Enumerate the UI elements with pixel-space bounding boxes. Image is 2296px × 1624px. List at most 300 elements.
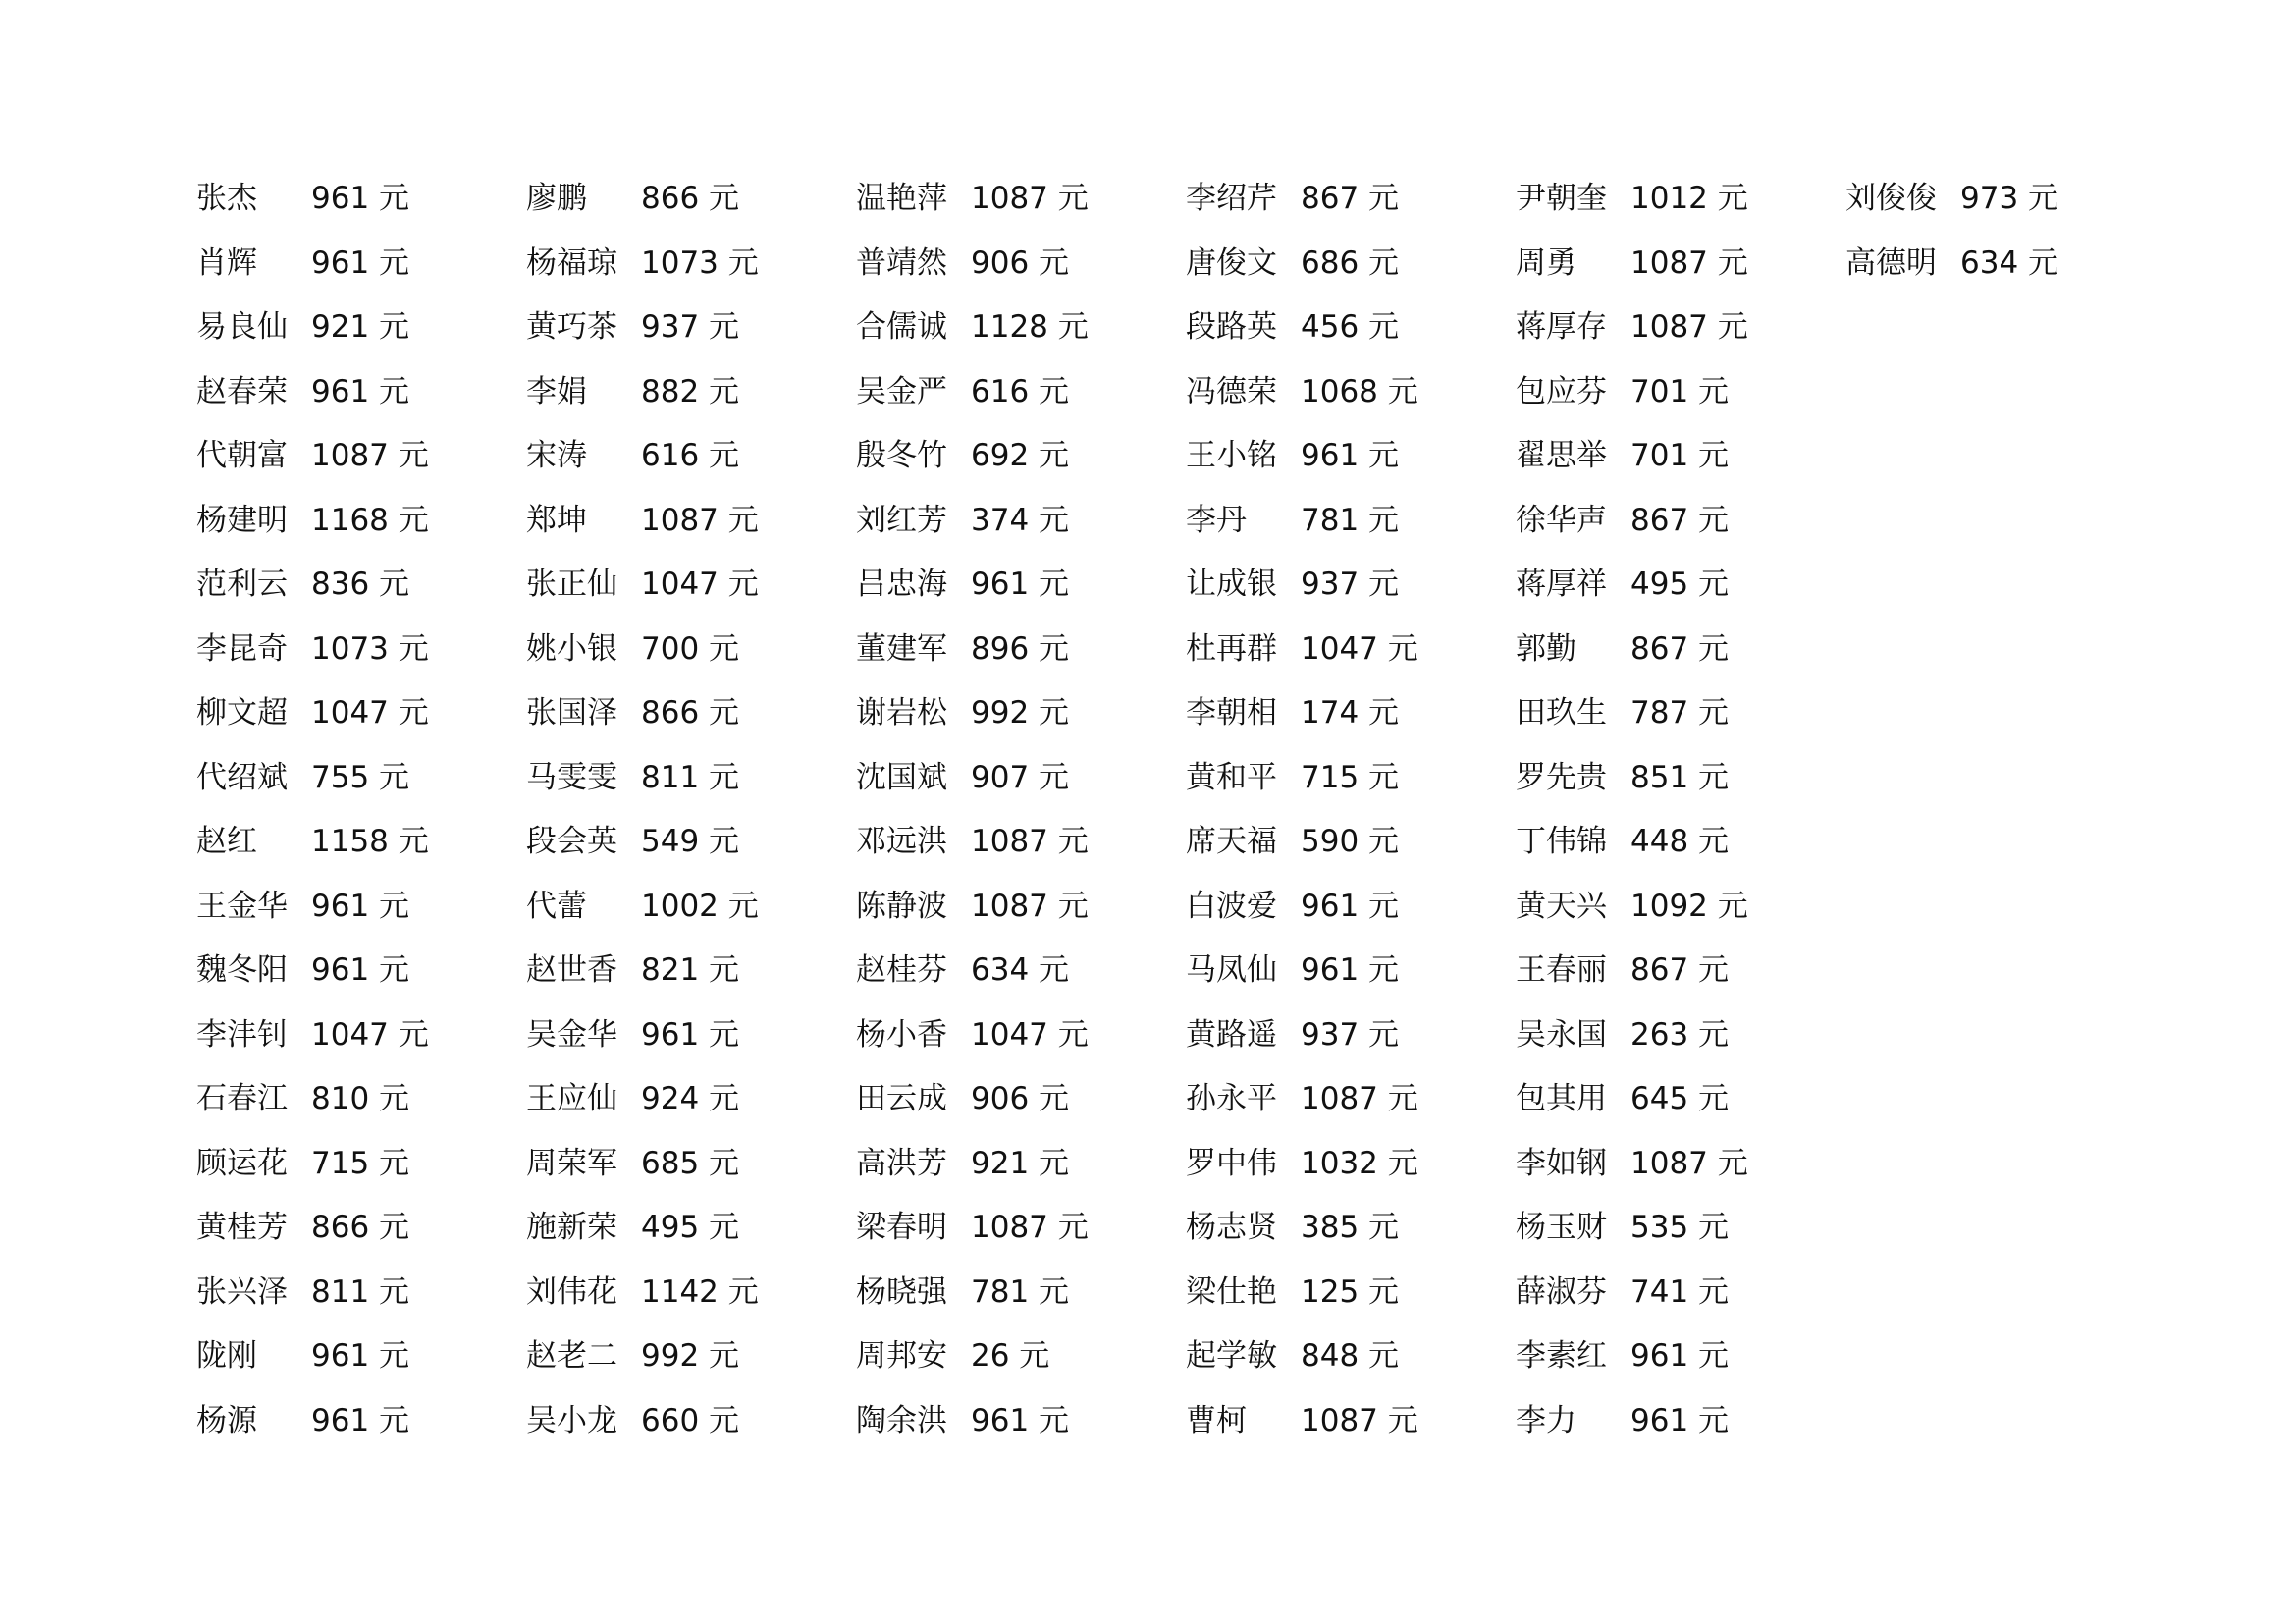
list-item — [1186, 681, 1515, 746]
payment-sheet — [196, 167, 2120, 1463]
person-name: 董建军 — [856, 630, 947, 667]
list-item — [1186, 1261, 1515, 1326]
amount-value: 961 元 — [311, 373, 410, 409]
person-name: 谢岩松 — [856, 695, 947, 731]
person-name: 田云成 — [856, 1081, 947, 1116]
person-name: 梁仕艳 — [1186, 1273, 1277, 1310]
list-item — [196, 746, 525, 811]
person-name: 柳文超 — [196, 695, 288, 731]
person-name: 张兴泽 — [196, 1273, 288, 1310]
list-item — [196, 1132, 525, 1197]
person-name: 丁伟锦 — [1516, 824, 1607, 859]
list-item — [526, 232, 855, 297]
list-item — [196, 1261, 525, 1326]
person-name: 郭勤 — [1516, 630, 1576, 667]
amount-value: 866 元 — [641, 181, 740, 216]
person-name: 吕忠海 — [856, 567, 947, 602]
list-item — [1186, 296, 1515, 360]
list-item — [856, 746, 1185, 811]
list-item — [856, 618, 1185, 682]
list-item — [526, 875, 855, 940]
list-item — [526, 424, 855, 489]
amount-value: 374 元 — [971, 502, 1070, 538]
list-item — [1516, 1325, 1844, 1389]
list-item — [196, 681, 525, 746]
person-name: 杨晓强 — [856, 1273, 947, 1310]
person-name: 王金华 — [196, 888, 288, 924]
person-name: 席天福 — [1186, 824, 1277, 859]
list-item — [1516, 489, 1844, 554]
person-name: 代蕾 — [526, 888, 587, 924]
amount-value: 781 元 — [1301, 502, 1400, 538]
amount-value: 961 元 — [311, 244, 410, 281]
list-item — [526, 1325, 855, 1389]
list-item — [196, 1325, 525, 1389]
name-column-6 — [1845, 167, 2174, 296]
amount-value: 1047 元 — [311, 1016, 429, 1053]
list-item — [856, 232, 1185, 297]
list-item — [1516, 1261, 1844, 1326]
amount-value: 866 元 — [641, 695, 740, 731]
amount-value: 616 元 — [641, 438, 740, 473]
person-name: 杨小香 — [856, 1016, 947, 1053]
person-name: 李沣钊 — [196, 1016, 288, 1053]
person-name: 殷冬竹 — [856, 438, 947, 473]
person-name: 施新荣 — [526, 1210, 617, 1245]
list-item — [1516, 424, 1844, 489]
list-item — [856, 1196, 1185, 1261]
amount-value: 1073 元 — [641, 244, 759, 281]
person-name: 尹朝奎 — [1516, 181, 1607, 216]
person-name: 翟思举 — [1516, 438, 1607, 473]
person-name: 高德明 — [1845, 244, 1937, 281]
person-name: 杨源 — [196, 1402, 257, 1438]
person-name: 黄天兴 — [1516, 888, 1607, 924]
list-item — [1186, 1389, 1515, 1454]
list-item — [196, 232, 525, 297]
list-item — [856, 360, 1185, 425]
amount-value: 896 元 — [971, 630, 1070, 667]
amount-value: 961 元 — [1630, 1402, 1730, 1438]
amount-value: 867 元 — [1630, 630, 1730, 667]
list-item — [1186, 618, 1515, 682]
list-item — [1186, 232, 1515, 297]
list-item — [526, 810, 855, 875]
amount-value: 1128 元 — [971, 309, 1089, 345]
person-name: 周邦安 — [856, 1338, 947, 1374]
amount-value: 787 元 — [1630, 695, 1730, 731]
list-item — [526, 360, 855, 425]
name-column-4 — [1186, 167, 1515, 1453]
list-item — [856, 681, 1185, 746]
amount-value: 1087 元 — [1301, 1081, 1418, 1116]
list-item — [856, 167, 1185, 232]
person-name: 陈静波 — [856, 888, 947, 924]
person-name: 黄巧茶 — [526, 309, 617, 345]
list-item — [526, 681, 855, 746]
amount-value: 1068 元 — [1301, 373, 1418, 409]
person-name: 黄和平 — [1186, 759, 1277, 795]
person-name: 杜再群 — [1186, 630, 1277, 667]
person-name: 肖辉 — [196, 244, 257, 281]
list-item — [1186, 810, 1515, 875]
list-item — [1186, 360, 1515, 425]
list-item — [1186, 489, 1515, 554]
amount-value: 937 元 — [1301, 1016, 1400, 1053]
person-name: 李娟 — [526, 373, 587, 409]
amount-value: 1087 元 — [1630, 1145, 1748, 1181]
list-item — [1516, 875, 1844, 940]
amount-value: 634 元 — [971, 952, 1070, 988]
person-name: 郑坤 — [526, 502, 587, 538]
person-name: 宋涛 — [526, 438, 587, 473]
person-name: 白波爱 — [1186, 888, 1277, 924]
person-name: 沈国斌 — [856, 759, 947, 795]
person-name: 赵老二 — [526, 1338, 617, 1374]
list-item — [196, 1389, 525, 1454]
list-item — [196, 489, 525, 554]
amount-value: 456 元 — [1301, 309, 1400, 345]
amount-value: 961 元 — [311, 181, 410, 216]
list-item — [526, 1261, 855, 1326]
list-item — [196, 810, 525, 875]
person-name: 马雯雯 — [526, 759, 617, 795]
person-name: 吴永国 — [1516, 1016, 1607, 1053]
person-name: 让成银 — [1186, 567, 1277, 602]
amount-value: 961 元 — [311, 1338, 410, 1374]
person-name: 张正仙 — [526, 567, 617, 602]
amount-value: 549 元 — [641, 824, 740, 859]
amount-value: 961 元 — [311, 1402, 410, 1438]
amount-value: 26 元 — [971, 1338, 1050, 1374]
list-item — [526, 1389, 855, 1454]
amount-value: 961 元 — [311, 952, 410, 988]
amount-value: 1087 元 — [971, 824, 1089, 859]
list-item — [1186, 746, 1515, 811]
person-name: 段会英 — [526, 824, 617, 859]
list-item — [1516, 1067, 1844, 1132]
person-name: 合儒诚 — [856, 309, 947, 345]
list-item — [1186, 939, 1515, 1003]
person-name: 杨福琼 — [526, 244, 617, 281]
list-item — [1186, 875, 1515, 940]
amount-value: 755 元 — [311, 759, 410, 795]
amount-value: 1032 元 — [1301, 1145, 1418, 1181]
amount-value: 1092 元 — [1630, 888, 1748, 924]
list-item — [1516, 1132, 1844, 1197]
amount-value: 700 元 — [641, 630, 740, 667]
amount-value: 992 元 — [971, 695, 1070, 731]
person-name: 田玖生 — [1516, 695, 1607, 731]
list-item — [1516, 360, 1844, 425]
list-item — [526, 296, 855, 360]
person-name: 包应芬 — [1516, 373, 1607, 409]
person-name: 温艳萍 — [856, 181, 947, 216]
name-column-5 — [1516, 167, 1844, 1453]
list-item — [526, 1132, 855, 1197]
amount-value: 634 元 — [1960, 244, 2059, 281]
person-name: 代绍斌 — [196, 759, 288, 795]
person-name: 赵红 — [196, 824, 257, 859]
person-name: 王春丽 — [1516, 952, 1607, 988]
list-item — [196, 1003, 525, 1068]
name-column-2 — [526, 167, 855, 1453]
person-name: 段路英 — [1186, 309, 1277, 345]
list-item — [1516, 1003, 1844, 1068]
amount-value: 495 元 — [1630, 567, 1730, 602]
person-name: 李如钢 — [1516, 1145, 1607, 1181]
person-name: 张国泽 — [526, 695, 617, 731]
list-item — [1516, 296, 1844, 360]
amount-value: 1087 元 — [971, 888, 1089, 924]
list-item — [856, 1261, 1185, 1326]
amount-value: 1087 元 — [971, 181, 1089, 216]
list-item — [1516, 232, 1844, 297]
person-name: 薛淑芬 — [1516, 1273, 1607, 1310]
list-item — [856, 296, 1185, 360]
person-name: 李力 — [1516, 1402, 1576, 1438]
person-name: 刘红芳 — [856, 502, 947, 538]
person-name: 刘俊俊 — [1845, 181, 1937, 216]
amount-value: 1158 元 — [311, 824, 429, 859]
person-name: 高洪芳 — [856, 1145, 947, 1181]
person-name: 顾运花 — [196, 1145, 288, 1181]
amount-value: 1168 元 — [311, 502, 429, 538]
list-item — [1516, 810, 1844, 875]
amount-value: 741 元 — [1630, 1273, 1730, 1310]
person-name: 陶余洪 — [856, 1402, 947, 1438]
amount-value: 1047 元 — [1301, 630, 1418, 667]
list-item — [526, 1067, 855, 1132]
amount-value: 715 元 — [1301, 759, 1400, 795]
list-item — [1516, 1389, 1844, 1454]
person-name: 李素红 — [1516, 1338, 1607, 1374]
amount-value: 1047 元 — [971, 1016, 1089, 1053]
list-item — [1186, 167, 1515, 232]
list-item — [1186, 553, 1515, 618]
amount-value: 937 元 — [641, 309, 740, 345]
amount-value: 821 元 — [641, 952, 740, 988]
list-item — [1516, 681, 1844, 746]
amount-value: 848 元 — [1301, 1338, 1400, 1374]
person-name: 杨玉财 — [1516, 1210, 1607, 1245]
amount-value: 906 元 — [971, 1081, 1070, 1116]
list-item — [196, 553, 525, 618]
person-name: 李绍芹 — [1186, 181, 1277, 216]
person-name: 赵桂芬 — [856, 952, 947, 988]
list-item — [1516, 1196, 1844, 1261]
list-item — [526, 939, 855, 1003]
person-name: 范利云 — [196, 567, 288, 602]
amount-value: 495 元 — [641, 1210, 740, 1245]
amount-value: 811 元 — [641, 759, 740, 795]
amount-value: 535 元 — [1630, 1210, 1730, 1245]
list-item — [856, 553, 1185, 618]
list-item — [856, 875, 1185, 940]
person-name: 杨志贤 — [1186, 1210, 1277, 1245]
person-name: 易良仙 — [196, 309, 288, 345]
list-item — [196, 939, 525, 1003]
person-name: 罗中伟 — [1186, 1145, 1277, 1181]
person-name: 李丹 — [1186, 502, 1247, 538]
person-name: 张杰 — [196, 181, 257, 216]
person-name: 李朝相 — [1186, 695, 1277, 731]
name-column-3 — [856, 167, 1185, 1453]
amount-value: 882 元 — [641, 373, 740, 409]
list-item — [196, 360, 525, 425]
amount-value: 448 元 — [1630, 824, 1730, 859]
amount-value: 961 元 — [641, 1016, 740, 1053]
person-name: 石春江 — [196, 1081, 288, 1116]
list-item — [1186, 1067, 1515, 1132]
list-item — [1516, 618, 1844, 682]
amount-value: 961 元 — [1301, 888, 1400, 924]
amount-value: 685 元 — [641, 1145, 740, 1181]
amount-value: 125 元 — [1301, 1273, 1400, 1310]
list-item — [196, 1196, 525, 1261]
person-name: 包其用 — [1516, 1081, 1607, 1116]
amount-value: 781 元 — [971, 1273, 1070, 1310]
person-name: 曹柯 — [1186, 1402, 1247, 1438]
person-name: 廖鹏 — [526, 181, 587, 216]
list-item — [196, 618, 525, 682]
list-item — [196, 424, 525, 489]
amount-value: 1087 元 — [641, 502, 759, 538]
amount-value: 907 元 — [971, 759, 1070, 795]
person-name: 魏冬阳 — [196, 952, 288, 988]
amount-value: 686 元 — [1301, 244, 1400, 281]
person-name: 蒋厚存 — [1516, 309, 1607, 345]
person-name: 邓远洪 — [856, 824, 947, 859]
list-item — [1186, 1196, 1515, 1261]
amount-value: 174 元 — [1301, 695, 1400, 731]
list-item — [1516, 746, 1844, 811]
amount-value: 616 元 — [971, 373, 1070, 409]
list-item — [856, 489, 1185, 554]
amount-value: 906 元 — [971, 244, 1070, 281]
amount-value: 1002 元 — [641, 888, 759, 924]
person-name: 起学敏 — [1186, 1338, 1277, 1374]
person-name: 孙永平 — [1186, 1081, 1277, 1116]
list-item — [856, 1067, 1185, 1132]
amount-value: 867 元 — [1301, 181, 1400, 216]
list-item — [526, 489, 855, 554]
list-item — [526, 1196, 855, 1261]
amount-value: 924 元 — [641, 1081, 740, 1116]
list-item — [856, 424, 1185, 489]
list-item — [526, 553, 855, 618]
amount-value: 1073 元 — [311, 630, 429, 667]
person-name: 李昆奇 — [196, 630, 288, 667]
amount-value: 867 元 — [1630, 502, 1730, 538]
amount-value: 645 元 — [1630, 1081, 1730, 1116]
amount-value: 590 元 — [1301, 824, 1400, 859]
amount-value: 961 元 — [971, 567, 1070, 602]
person-name: 王小铭 — [1186, 438, 1277, 473]
amount-value: 1087 元 — [1630, 309, 1748, 345]
amount-value: 937 元 — [1301, 567, 1400, 602]
amount-value: 1142 元 — [641, 1273, 759, 1310]
list-item — [196, 167, 525, 232]
amount-value: 961 元 — [1630, 1338, 1730, 1374]
person-name: 黄路遥 — [1186, 1016, 1277, 1053]
amount-value: 692 元 — [971, 438, 1070, 473]
amount-value: 1087 元 — [1301, 1402, 1418, 1438]
person-name: 周勇 — [1516, 244, 1576, 281]
amount-value: 973 元 — [1960, 181, 2059, 216]
amount-value: 701 元 — [1630, 438, 1730, 473]
list-item — [1186, 424, 1515, 489]
list-item — [196, 296, 525, 360]
amount-value: 385 元 — [1301, 1210, 1400, 1245]
amount-value: 263 元 — [1630, 1016, 1730, 1053]
person-name: 梁春明 — [856, 1210, 947, 1245]
person-name: 马凤仙 — [1186, 952, 1277, 988]
amount-value: 867 元 — [1630, 952, 1730, 988]
amount-value: 961 元 — [1301, 952, 1400, 988]
list-item — [856, 810, 1185, 875]
list-item — [856, 1132, 1185, 1197]
person-name: 徐华声 — [1516, 502, 1607, 538]
person-name: 普靖然 — [856, 244, 947, 281]
person-name: 赵世香 — [526, 952, 617, 988]
amount-value: 961 元 — [311, 888, 410, 924]
person-name: 王应仙 — [526, 1081, 617, 1116]
person-name: 刘伟花 — [526, 1273, 617, 1310]
name-column-1 — [196, 167, 525, 1453]
list-item — [1186, 1325, 1515, 1389]
amount-value: 961 元 — [971, 1402, 1070, 1438]
amount-value: 1012 元 — [1630, 181, 1748, 216]
person-name: 冯德荣 — [1186, 373, 1277, 409]
list-item — [196, 875, 525, 940]
amount-value: 851 元 — [1630, 759, 1730, 795]
amount-value: 660 元 — [641, 1402, 740, 1438]
person-name: 赵春荣 — [196, 373, 288, 409]
list-item — [856, 939, 1185, 1003]
amount-value: 992 元 — [641, 1338, 740, 1374]
list-item — [1516, 553, 1844, 618]
person-name: 代朝富 — [196, 438, 288, 473]
amount-value: 811 元 — [311, 1273, 410, 1310]
list-item — [1516, 939, 1844, 1003]
amount-value: 701 元 — [1630, 373, 1730, 409]
list-item — [1186, 1132, 1515, 1197]
person-name: 吴小龙 — [526, 1402, 617, 1438]
amount-value: 1087 元 — [971, 1210, 1089, 1245]
list-item — [526, 618, 855, 682]
list-item — [1186, 1003, 1515, 1068]
amount-value: 1087 元 — [311, 438, 429, 473]
person-name: 姚小银 — [526, 630, 617, 667]
amount-value: 1047 元 — [641, 567, 759, 602]
list-item — [856, 1003, 1185, 1068]
amount-value: 961 元 — [1301, 438, 1400, 473]
amount-value: 1087 元 — [1630, 244, 1748, 281]
person-name: 蒋厚祥 — [1516, 567, 1607, 602]
amount-value: 715 元 — [311, 1145, 410, 1181]
amount-value: 921 元 — [971, 1145, 1070, 1181]
list-item — [196, 1067, 525, 1132]
person-name: 周荣军 — [526, 1145, 617, 1181]
person-name: 吴金严 — [856, 373, 947, 409]
person-name: 陇刚 — [196, 1338, 257, 1374]
person-name: 唐俊文 — [1186, 244, 1277, 281]
amount-value: 1047 元 — [311, 695, 429, 731]
person-name: 杨建明 — [196, 502, 288, 538]
person-name: 吴金华 — [526, 1016, 617, 1053]
list-item — [856, 1325, 1185, 1389]
